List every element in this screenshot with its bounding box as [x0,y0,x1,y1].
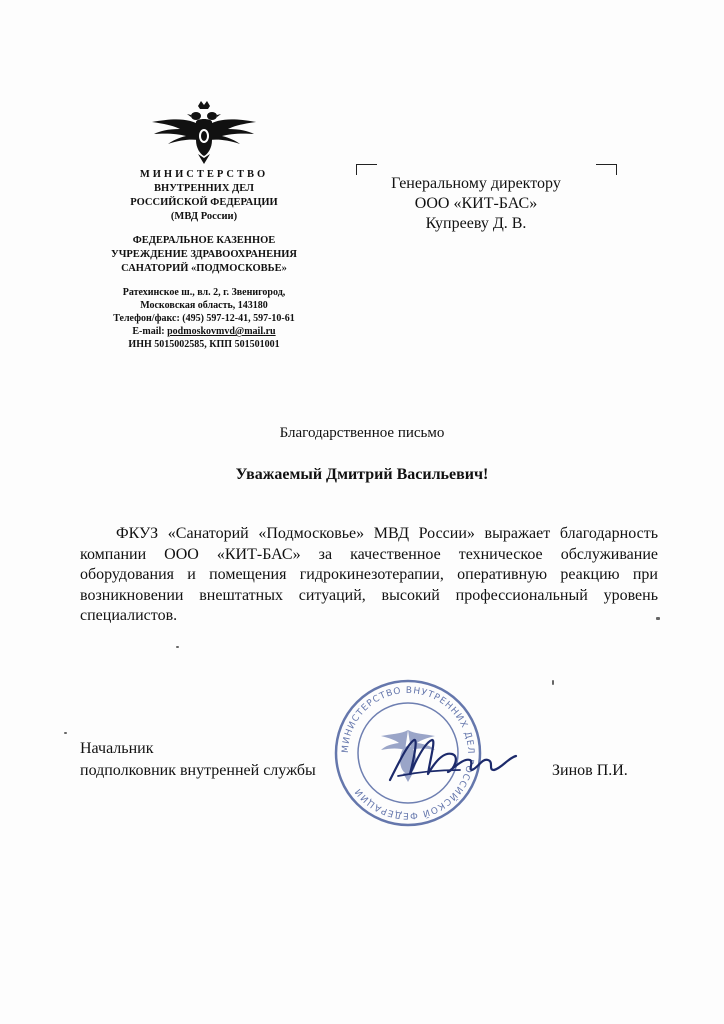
scan-speck [656,617,660,620]
signatory-rank: подполковник внутренней службы [80,762,316,779]
signatory-title: Начальник [80,740,154,757]
phone-line: Телефон/факс: (495) 597-12-41, 597-10-61 [113,313,295,324]
scan-speck [64,732,67,734]
stamp-text: МИНИСТЕРСТВО ВНУТРЕННИХ ДЕЛ РОССИЙСКОЙ ФЕДЕРАЦИИ [340,685,476,821]
document-title: Благодарственное письмо [279,425,445,441]
email-line [84,325,324,338]
ministry-line: (МВД России) [170,211,238,222]
email-link[interactable]: podmoskovmvd@mail.ru [167,326,276,337]
inn-kpp-line: ИНН 5015002585, КПП 501501001 [128,339,280,350]
scan-speck [176,646,179,648]
salutation: Уважаемый Дмитрий Васильевич! [235,466,489,483]
scan-speck [552,680,554,685]
letterhead [84,96,324,351]
recipient-block [356,174,596,234]
recipient-company: ООО «КИТ-БАС» [414,195,538,212]
institution-line: УЧРЕЖДЕНИЕ ЗДРАВООХРАНЕНИЯ [110,249,298,260]
ministry-name: МИНИСТЕРСТВО [139,169,269,180]
recipient-corner-right [596,164,617,175]
institution-line: ФЕДЕРАЛЬНОЕ КАЗЕННОЕ [132,235,276,246]
ministry-line: РОССИЙСКОЙ ФЕДЕРАЦИИ [130,197,278,208]
email-label: E-mail: [132,326,168,337]
body-paragraph: ФКУЗ «Санаторий «Подмосковье» МВД России» выражает благодарность компании ООО «КИТ-БАС» за качественное техническое обслуживание оборудования и помещения гидрокинезотерапии, оперативную реакцию при возникновении внештатных ситуаций, высокий профессиональный уровень специалистов. [80,525,658,624]
institution-line: САНАТОРИЙ «ПОДМОСКОВЬЕ» [121,263,287,274]
address-line: Ратехинское ш., вл. 2, г. Звенигород, [122,287,286,298]
double-headed-eagle-emblem-icon [144,96,264,166]
address-line: Московская область, 143180 [140,300,268,311]
handwritten-signature-icon [378,730,528,790]
recipient-name: Купрееву Д. В. [425,215,527,232]
recipient-position: Генеральному директору [391,175,561,192]
ministry-line: ВНУТРЕННИХ ДЕЛ [154,183,254,194]
signatory-name: Зинов П.И. [552,762,628,779]
